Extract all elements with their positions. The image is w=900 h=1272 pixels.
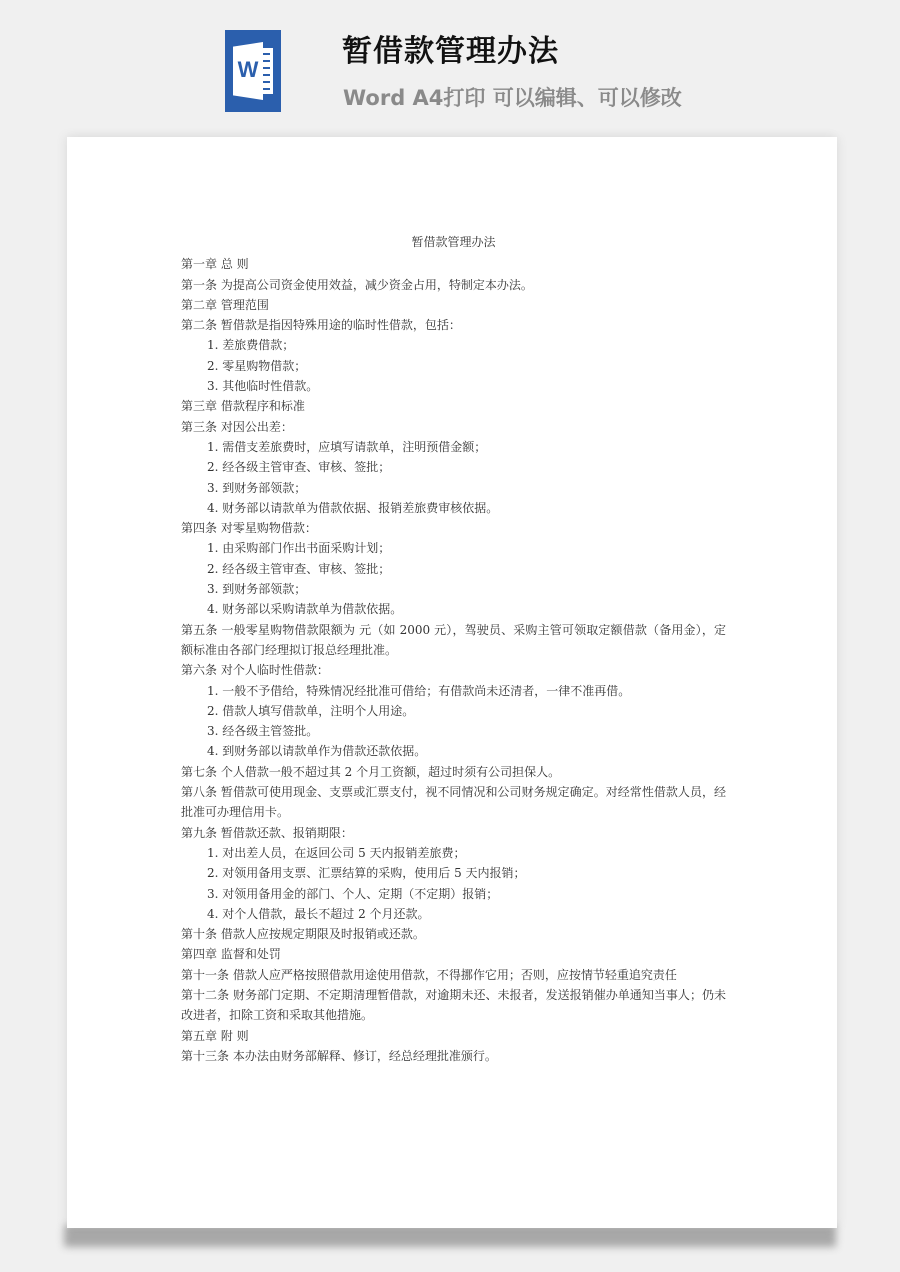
list-item: 2. 对领用备用支票、汇票结算的采购，使用后 5 天内报销； bbox=[207, 866, 526, 881]
word-document-icon bbox=[225, 30, 281, 112]
list-item: 3. 其他临时性借款。 bbox=[207, 379, 319, 394]
article-line: 第七条 个人借款一般不超过其 2 个月工资额，超过时须有公司担保人。 bbox=[181, 764, 561, 779]
list-item: 4. 财务部以请款单为借款依据、报销差旅费审核依据。 bbox=[207, 500, 499, 515]
article-paragraph: 第十二条 财务部门定期、不定期清理暂借款，对逾期未还、未报者，发送报销催办单通知当事人；仍未改进者，扣除工资和采取其他措施。 bbox=[181, 987, 726, 1023]
article-line: 第十条 借款人应按规定期限及时报销或还款。 bbox=[181, 927, 425, 942]
banner-subtitle: Word A4打印 可以编辑、可以修改 bbox=[343, 86, 682, 110]
list-item: 2. 借款人填写借款单，注明个人用途。 bbox=[207, 703, 415, 718]
list-item: 4. 对个人借款，最长不超过 2 个月还款。 bbox=[207, 906, 430, 921]
page-shadow bbox=[64, 1225, 836, 1247]
list-item: 4. 财务部以采购请款单为借款依据。 bbox=[207, 602, 403, 617]
list-item: 1. 需借支差旅费时，应填写请款单，注明预借金额； bbox=[207, 439, 487, 454]
article-paragraph: 第八条 暂借款可使用现金、支票或汇票支付，视不同情况和公司财务规定确定。对经常性借款人员，经批准可办理信用卡。 bbox=[181, 785, 726, 820]
list-item: 4. 到财务部以请款单作为借款还款依据。 bbox=[207, 744, 427, 759]
article-line: 第三条 对因公出差： bbox=[181, 419, 293, 434]
list-item: 1. 一般不予借给，特殊情况经批准可借给；有借款尚未还清者，一律不准再借。 bbox=[207, 683, 631, 698]
article-line: 第四条 对零星购物借款： bbox=[181, 521, 317, 536]
banner-title: 暂借款管理办法 bbox=[342, 34, 559, 69]
list-item: 1. 由采购部门作出书面采购计划； bbox=[207, 541, 391, 556]
document-body bbox=[181, 232, 726, 1066]
list-item: 2. 经各级主管审查、审核、签批； bbox=[207, 460, 391, 475]
document-page bbox=[67, 137, 837, 1228]
list-item: 2. 经各级主管审查、审核、签批； bbox=[207, 561, 391, 576]
article-paragraph: 第十一条 借款人应严格按照借款用途使用借款，不得挪作它用；否则，应按情节轻重追究责任 bbox=[181, 967, 677, 982]
article-paragraph: 第五条 一般零星购物借款限额为 元（如 2000 元），驾驶员、采购主管可领取定额借款（备用金），定额标准由各部门经理拟订报总经理批准。 bbox=[181, 622, 726, 657]
article-line: 第九条 暂借款还款、报销期限： bbox=[181, 825, 353, 840]
chapter-heading: 第四章 监督和处罚 bbox=[181, 947, 281, 962]
list-item: 3. 到财务部领款； bbox=[207, 582, 307, 597]
chapter-heading: 第一章 总 则 bbox=[181, 257, 249, 272]
article-line: 第一条 为提高公司资金使用效益，减少资金占用，特制定本办法。 bbox=[181, 277, 533, 292]
chapter-heading: 第三章 借款程序和标准 bbox=[181, 399, 305, 414]
list-item: 2. 零星购物借款； bbox=[207, 358, 307, 373]
header-banner bbox=[0, 0, 900, 135]
word-w-letter: W bbox=[237, 57, 259, 82]
chapter-heading: 第五章 附 则 bbox=[181, 1028, 249, 1043]
list-item: 3. 经各级主管签批。 bbox=[207, 724, 319, 739]
chapter-heading: 第二章 管理范围 bbox=[181, 297, 269, 312]
document-title: 暂借款管理办法 bbox=[411, 235, 496, 249]
list-item: 3. 到财务部领款； bbox=[207, 480, 307, 495]
list-item: 3. 对领用备用金的部门、个人、定期（不定期）报销； bbox=[207, 886, 499, 901]
article-line: 第十三条 本办法由财务部解释、修订，经总经理批准颁行。 bbox=[181, 1048, 497, 1063]
article-line: 第六条 对个人临时性借款： bbox=[181, 663, 329, 678]
list-item: 1. 差旅费借款； bbox=[207, 338, 295, 353]
list-item: 1. 对出差人员，在返回公司 5 天内报销差旅费； bbox=[207, 845, 466, 860]
article-line: 第二条 暂借款是指因特殊用途的临时性借款，包括： bbox=[181, 318, 461, 333]
